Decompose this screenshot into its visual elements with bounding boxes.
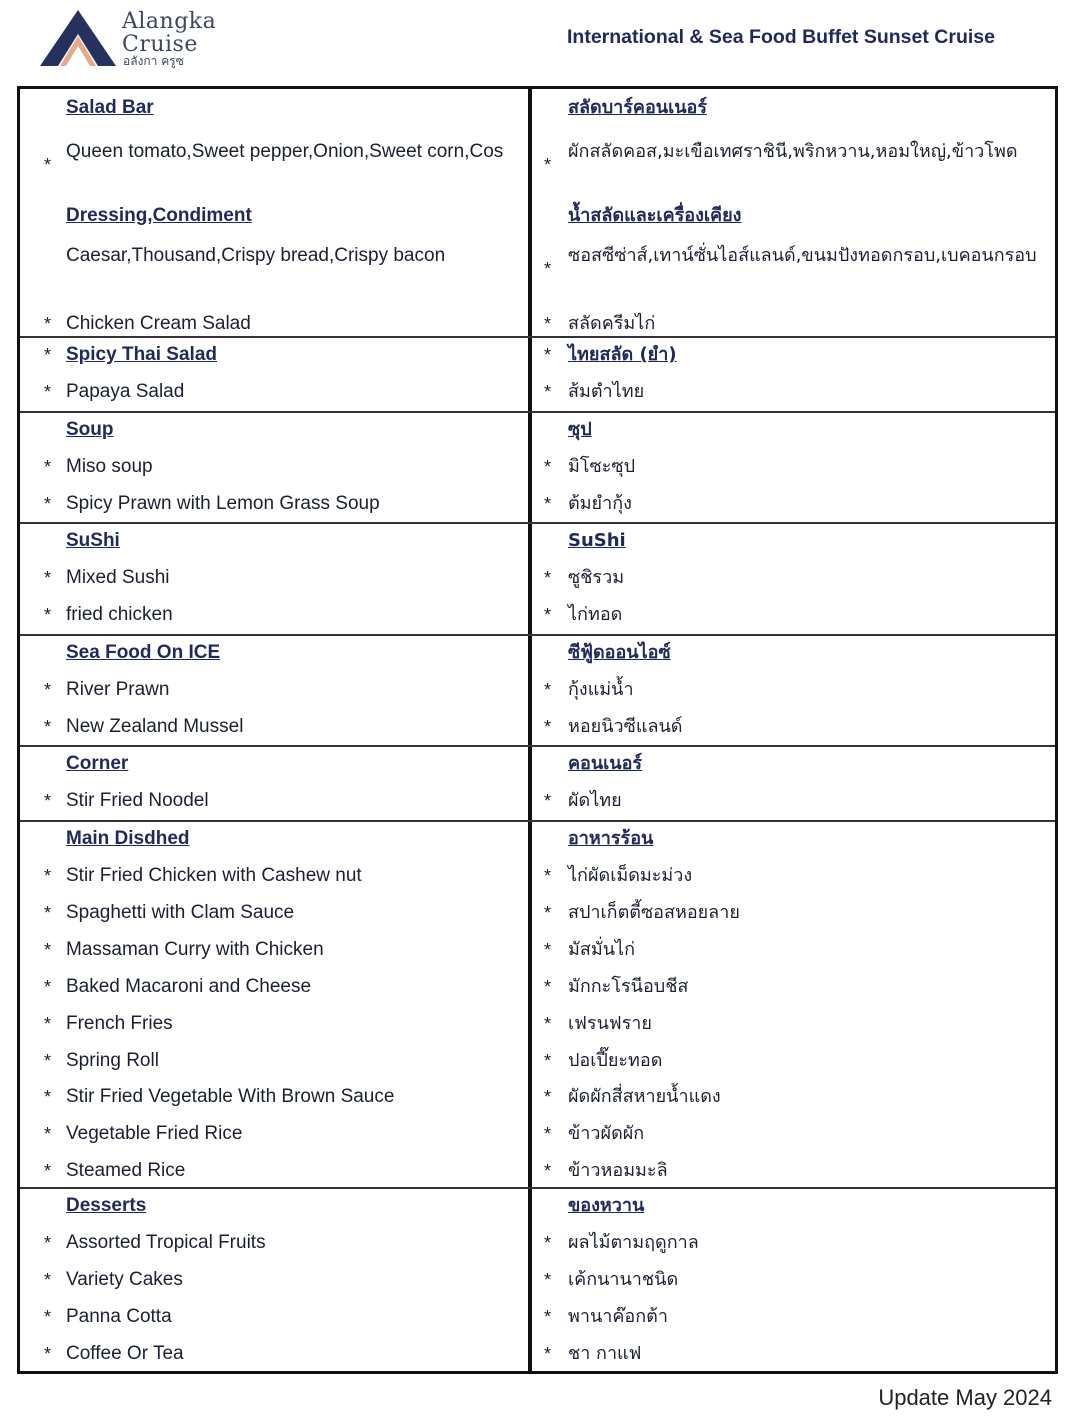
logo-thai-name: อลังกา ครูซ: [123, 54, 184, 68]
section-heading: ซีฟู้ดออนไอซ์: [568, 642, 671, 663]
section-heading: Soup: [66, 419, 114, 440]
menu-item: [20, 714, 528, 742]
bullet-star-icon: *: [44, 1014, 52, 1034]
menu-item-text: Chicken Cream Salad: [66, 313, 251, 334]
english-column: [20, 522, 528, 634]
bullet-star-icon: *: [44, 568, 52, 588]
menu-item: [20, 863, 528, 891]
bullet-star-icon: *: [544, 1014, 552, 1034]
thai-column: [532, 634, 1055, 745]
menu-item-text: Stir Fried Chicken with Cashew nut: [66, 865, 362, 886]
logo: [40, 8, 240, 72]
bullet-star-icon: *: [44, 457, 52, 477]
menu-item: [20, 937, 528, 965]
english-column: [20, 89, 528, 336]
section-heading-row: [20, 417, 528, 445]
menu-table: [17, 86, 1058, 1374]
menu-item: [532, 1267, 1055, 1295]
menu-item: [532, 602, 1055, 630]
bullet-star-icon: *: [544, 1307, 552, 1327]
bullet-star-icon: *: [544, 791, 552, 811]
bullet-star-icon: *: [544, 1051, 552, 1071]
menu-item: [20, 1230, 528, 1258]
bullet-star-icon: *: [44, 345, 52, 365]
menu-item: [532, 863, 1055, 891]
menu-item-text: ไก่ผัดเม็ดมะม่วง: [568, 865, 693, 886]
menu-item: [532, 379, 1055, 407]
menu-item-text: สลัดครีมไก่: [568, 313, 656, 334]
alangka-logo-icon: [40, 10, 116, 66]
menu-item-text: ข้าวผัดผัก: [568, 1123, 645, 1144]
bullet-star-icon: *: [544, 866, 552, 886]
menu-item: [532, 1011, 1055, 1039]
bullet-star-icon: *: [544, 1344, 552, 1364]
menu-item-text: Assorted Tropical Fruits: [66, 1232, 266, 1253]
section-heading-row: [532, 640, 1055, 668]
bullet-star-icon: *: [44, 1087, 52, 1107]
thai-column: [532, 745, 1055, 820]
menu-item-text: สปาเก็ตตี้ซอสหอยลาย: [568, 902, 740, 923]
menu-item-text: มิโซะซุป: [568, 456, 636, 477]
menu-item-text: French Fries: [66, 1013, 173, 1034]
menu-item: [20, 1158, 528, 1186]
menu-item-text: New Zealand Mussel: [66, 716, 244, 737]
menu-item: [532, 788, 1055, 816]
logo-name: [122, 10, 216, 56]
bullet-star-icon: *: [44, 1307, 52, 1327]
bullet-star-icon: *: [44, 977, 52, 997]
section-heading-row: [532, 95, 1055, 123]
section-heading: Sea Food On ICE: [66, 642, 221, 663]
section-heading-row: [532, 751, 1055, 779]
menu-item: [532, 974, 1055, 1002]
bullet-star-icon: *: [544, 940, 552, 960]
menu-item: [20, 243, 528, 295]
bullet-star-icon: *: [44, 1051, 52, 1071]
bullet-star-icon: *: [44, 1344, 52, 1364]
menu-section: [20, 820, 1055, 1189]
menu-item: [20, 1121, 528, 1149]
bullet-star-icon: *: [544, 494, 552, 514]
menu-item: [532, 243, 1055, 295]
menu-item-text: Mixed Sushi: [66, 567, 170, 588]
menu-item: [20, 900, 528, 928]
logo-name-line2: Cruise: [122, 32, 198, 57]
bullet-star-icon: *: [44, 1270, 52, 1290]
menu-item-text: ไก่ทอด: [568, 604, 623, 625]
menu-item-text: Coffee Or Tea: [66, 1343, 184, 1364]
menu-item-text: มัสมั่นไก่: [568, 939, 635, 960]
menu-item-text: Variety Cakes: [66, 1269, 183, 1290]
page-title: International & Sea Food Buffet Sunset Cruise: [567, 26, 995, 48]
menu-section: [20, 336, 1055, 413]
menu-item-text: มักกะโรนีอบชีส: [568, 976, 689, 997]
bullet-star-icon: *: [44, 717, 52, 737]
menu-item-text: Queen tomato,Sweet pepper,Onion,Sweet corn,Cos: [66, 141, 504, 162]
thai-column: [532, 89, 1055, 336]
menu-section: [20, 411, 1055, 524]
section-heading: Desserts: [66, 1195, 147, 1216]
menu-item-text: ข้าวหอมมะลิ: [568, 1160, 668, 1181]
menu-item: [532, 1304, 1055, 1332]
menu-item-text: ต้มยำกุ้ง: [568, 493, 632, 514]
menu-item: [20, 379, 528, 407]
bullet-star-icon: *: [44, 1124, 52, 1144]
menu-item: [20, 311, 528, 339]
menu-item: [532, 491, 1055, 519]
section-heading-row: [20, 640, 528, 668]
menu-item: [532, 139, 1055, 191]
section-heading-row: [532, 203, 1055, 231]
thai-column: [532, 336, 1055, 411]
section-heading: Spicy Thai Salad: [66, 344, 217, 365]
menu-item-text: River Prawn: [66, 679, 170, 700]
section-heading: ไทยสลัด (ยำ): [568, 344, 677, 365]
bullet-star-icon: *: [44, 1161, 52, 1181]
thai-column: [532, 522, 1055, 634]
section-heading-row: [532, 417, 1055, 445]
menu-item-text: ส้มตำไทย: [568, 381, 645, 402]
bullet-star-icon: *: [544, 680, 552, 700]
menu-item-text: Vegetable Fried Rice: [66, 1123, 243, 1144]
bullet-star-icon: *: [544, 259, 552, 279]
bullet-star-icon: *: [44, 605, 52, 625]
section-heading: ซุป: [568, 419, 592, 440]
menu-item: [532, 1341, 1055, 1369]
bullet-star-icon: *: [544, 1124, 552, 1144]
bullet-star-icon: *: [544, 314, 552, 334]
menu-item-text: ปอเปี๊ยะทอด: [568, 1050, 663, 1071]
menu-item: [20, 491, 528, 519]
section-heading: Dressing,Condiment: [66, 205, 252, 226]
section-heading-row: [20, 95, 528, 123]
english-column: [20, 411, 528, 522]
menu-item: [532, 900, 1055, 928]
menu-item: [532, 454, 1055, 482]
menu-item-text: Papaya Salad: [66, 381, 185, 402]
section-heading: สลัดบาร์คอนเนอร์: [568, 97, 707, 118]
menu-item-text: กุ้งแม่น้ำ: [568, 679, 634, 700]
menu-item-text: ผัดผักสี่สหายน้ำแดง: [568, 1086, 721, 1107]
english-column: [20, 634, 528, 745]
section-heading: อาหารร้อน: [568, 828, 654, 849]
bullet-star-icon: *: [44, 680, 52, 700]
section-heading-row: [20, 1193, 528, 1221]
menu-item: [532, 1158, 1055, 1186]
menu-section: [20, 745, 1055, 822]
bullet-star-icon: *: [544, 1233, 552, 1253]
menu-section: [20, 634, 1055, 747]
menu-item-text: Baked Macaroni and Cheese: [66, 976, 312, 997]
menu-item-text: ผลไม้ตามฤดูกาล: [568, 1232, 699, 1253]
menu-item: [532, 1230, 1055, 1258]
menu-item-text: Miso soup: [66, 456, 153, 477]
section-heading: คอนเนอร์: [568, 753, 643, 774]
menu-item: [532, 1121, 1055, 1149]
logo-name-line1: Alangka: [122, 9, 217, 34]
bullet-star-icon: *: [544, 345, 552, 365]
section-heading: ของหวาน: [568, 1195, 645, 1216]
bullet-star-icon: *: [44, 155, 52, 175]
menu-item-text: Panna Cotta: [66, 1306, 172, 1327]
menu-item: [20, 1304, 528, 1332]
section-heading: Salad Bar: [66, 97, 154, 118]
menu-item: [20, 1267, 528, 1295]
section-heading-row: [532, 1193, 1055, 1221]
bullet-star-icon: *: [44, 494, 52, 514]
bullet-star-icon: *: [544, 717, 552, 737]
bullet-star-icon: *: [44, 940, 52, 960]
section-heading-row: [20, 342, 528, 370]
bullet-star-icon: *: [44, 791, 52, 811]
section-heading: SuShi: [66, 530, 120, 551]
menu-item: [532, 714, 1055, 742]
menu-item: [532, 1048, 1055, 1076]
menu-item: [532, 677, 1055, 705]
menu-item-text: fried chicken: [66, 604, 173, 625]
menu-item: [20, 565, 528, 593]
menu-item-text: พานาค๊อกต้า: [568, 1306, 668, 1327]
bullet-star-icon: *: [44, 866, 52, 886]
menu-item: [20, 1048, 528, 1076]
bullet-star-icon: *: [44, 382, 52, 402]
menu-item: [20, 1341, 528, 1369]
menu-item: [20, 677, 528, 705]
menu-item: [532, 565, 1055, 593]
menu-section: [20, 1187, 1055, 1371]
menu-item-text: Stir Fried Vegetable With Brown Sauce: [66, 1086, 395, 1107]
section-heading-row: [20, 826, 528, 854]
menu-item-text: ผัดไทย: [568, 790, 622, 811]
section-heading: SuShi: [568, 530, 626, 551]
bullet-star-icon: *: [44, 314, 52, 334]
menu-item: [532, 937, 1055, 965]
menu-item: [20, 602, 528, 630]
menu-section: [20, 522, 1055, 636]
bullet-star-icon: *: [44, 1233, 52, 1253]
menu-item: [20, 974, 528, 1002]
menu-section: [20, 89, 1055, 338]
bullet-star-icon: *: [44, 903, 52, 923]
bullet-star-icon: *: [544, 605, 552, 625]
bullet-star-icon: *: [544, 1270, 552, 1290]
menu-item-text: Stir Fried Noodel: [66, 790, 209, 811]
menu-item-text: เฟรนฟราย: [568, 1013, 652, 1034]
menu-item: [20, 139, 528, 191]
bullet-star-icon: *: [544, 1161, 552, 1181]
menu-item: [532, 311, 1055, 339]
english-column: [20, 820, 528, 1187]
section-heading-row: [20, 751, 528, 779]
menu-item: [532, 1084, 1055, 1112]
menu-item-text: ซูชิรวม: [568, 567, 625, 588]
section-heading-row: [532, 528, 1055, 556]
thai-column: [532, 820, 1055, 1187]
section-heading-row: [20, 528, 528, 556]
bullet-star-icon: *: [544, 977, 552, 997]
bullet-star-icon: *: [544, 1087, 552, 1107]
menu-item-text: ชา กาแฟ: [568, 1343, 642, 1364]
thai-column: [532, 411, 1055, 522]
section-heading: Main Disdhed: [66, 828, 190, 849]
section-heading-row: [532, 342, 1055, 370]
menu-item-text: Spring Roll: [66, 1050, 159, 1071]
bullet-star-icon: *: [544, 382, 552, 402]
section-heading-row: [532, 826, 1055, 854]
bullet-star-icon: *: [544, 457, 552, 477]
section-heading: น้ำสลัดและเครื่องเคียง: [568, 205, 742, 226]
menu-item-text: Massaman Curry with Chicken: [66, 939, 324, 960]
menu-item-text: Caesar,Thousand,Crispy bread,Crispy bacon: [66, 245, 446, 266]
menu-item: [20, 1084, 528, 1112]
menu-item-text: ผักสลัดคอส,มะเขือเทศราชินี,พริกหวาน,หอมใหญ่,ข้าวโพด: [568, 141, 1018, 162]
bullet-star-icon: *: [544, 568, 552, 588]
english-column: [20, 1187, 528, 1371]
menu-item-text: หอยนิวซีแลนด์: [568, 716, 683, 737]
menu-item: [20, 454, 528, 482]
section-heading-row: [20, 203, 528, 231]
menu-item-text: ซอสซีซ่าส์,เทาน์ซั่นไอส์แลนด์,ขนมปังทอดกรอบ,เบคอนกรอบ: [568, 245, 1037, 266]
menu-item-text: เค้กนานาชนิด: [568, 1269, 679, 1290]
menu-item: [20, 1011, 528, 1039]
section-heading: Corner: [66, 753, 129, 774]
bullet-star-icon: *: [544, 155, 552, 175]
bullet-star-icon: *: [544, 903, 552, 923]
update-note: Update May 2024: [878, 1385, 1052, 1410]
menu-item: [20, 788, 528, 816]
menu-item-text: Spaghetti with Clam Sauce: [66, 902, 295, 923]
english-column: [20, 336, 528, 411]
menu-item-text: Spicy Prawn with Lemon Grass Soup: [66, 493, 380, 514]
thai-column: [532, 1187, 1055, 1371]
menu-item-text: Steamed Rice: [66, 1160, 186, 1181]
english-column: [20, 745, 528, 820]
